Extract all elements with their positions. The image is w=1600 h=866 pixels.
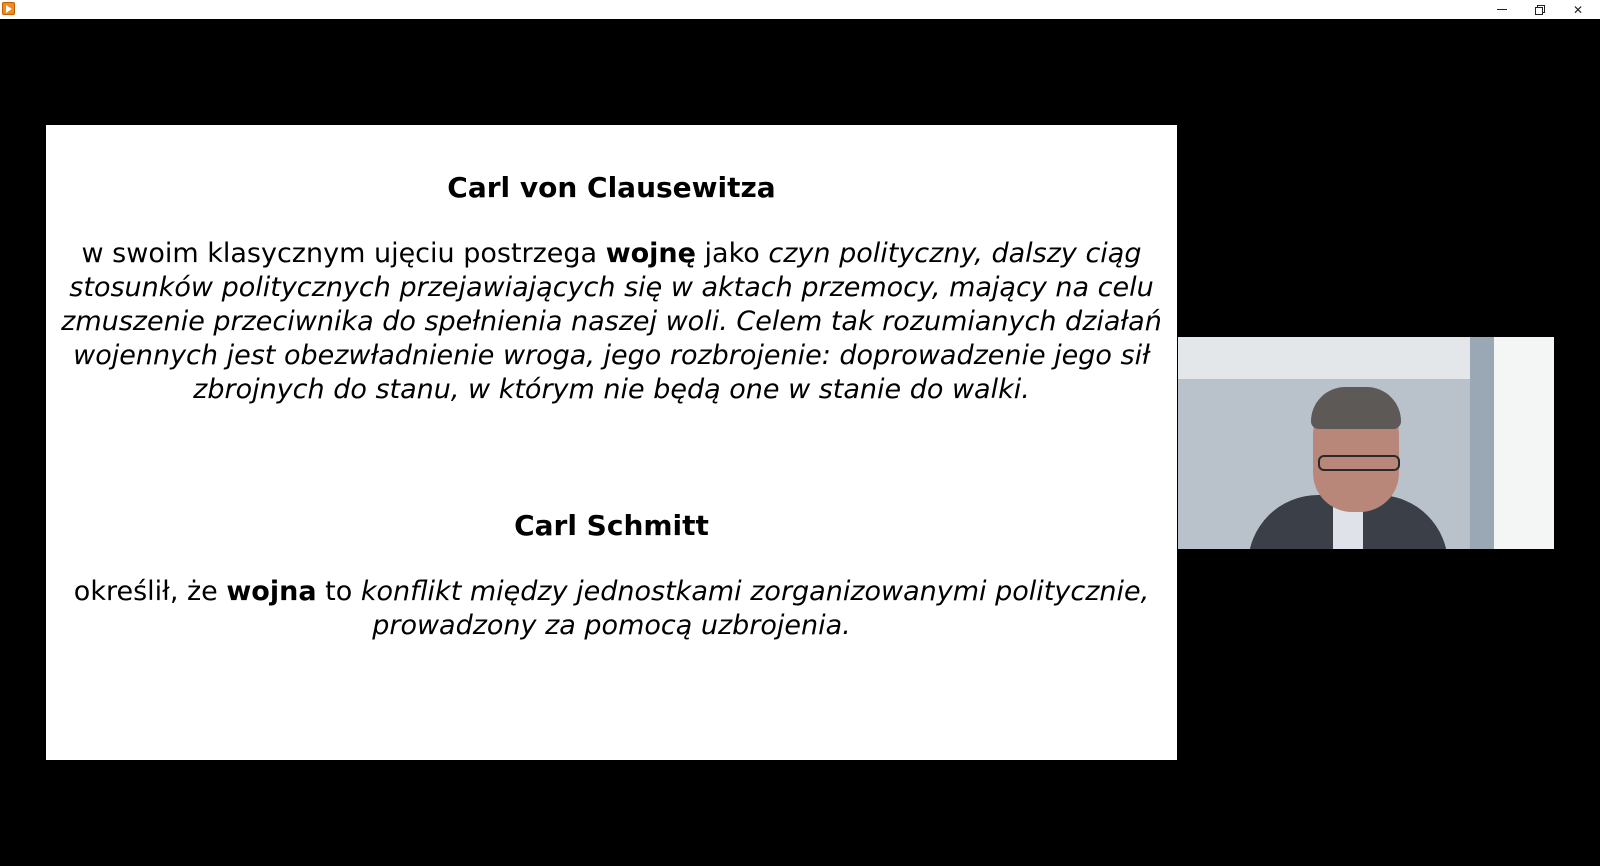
close-button[interactable] bbox=[1560, 0, 1596, 19]
slide-heading-clausewitz: Carl von Clausewitza bbox=[447, 171, 776, 204]
minimize-icon bbox=[1497, 9, 1507, 10]
definition-text: czyn polityczny, dalszy ciąg stosunków politycznych przejawiających się w aktach przemocy, mający na celu zmuszenie przeciwnika do spełnienia naszej woli. Celem tak rozumianych działań wojennych jest obezwładnienie wroga, jego rozbrojenie: doprowadzenie jego sił zbrojnych do stanu, w którym nie będą one w stanie do walki. bbox=[61, 238, 1162, 405]
slide-heading-schmitt: Carl Schmitt bbox=[514, 509, 709, 542]
window-titlebar bbox=[0, 0, 1600, 19]
paragraph-connector: to bbox=[316, 576, 361, 607]
restore-icon bbox=[1535, 5, 1545, 15]
slide-paragraph-schmitt bbox=[46, 575, 1177, 643]
paragraph-intro: określił, że bbox=[73, 576, 227, 607]
minimize-button[interactable] bbox=[1484, 0, 1520, 19]
keyword-wojna: wojna bbox=[226, 576, 317, 607]
definition-text: konflikt między jednostkami zorganizowanymi politycznie, prowadzony za pomocą uzbrojenia. bbox=[360, 576, 1150, 641]
restore-button[interactable] bbox=[1522, 0, 1558, 19]
close-icon: ✕ bbox=[1572, 2, 1584, 17]
app-icon bbox=[2, 2, 15, 15]
speaker-glasses bbox=[1318, 455, 1400, 471]
paragraph-intro: w swoim klasycznym ujęciu postrzega bbox=[81, 238, 606, 269]
paragraph-connector: jako bbox=[695, 238, 769, 269]
speaker-video-feed bbox=[1178, 337, 1554, 549]
presentation-slide bbox=[46, 125, 1177, 760]
keyword-wojne: wojnę bbox=[605, 238, 696, 269]
slide-paragraph-clausewitz bbox=[46, 237, 1177, 407]
